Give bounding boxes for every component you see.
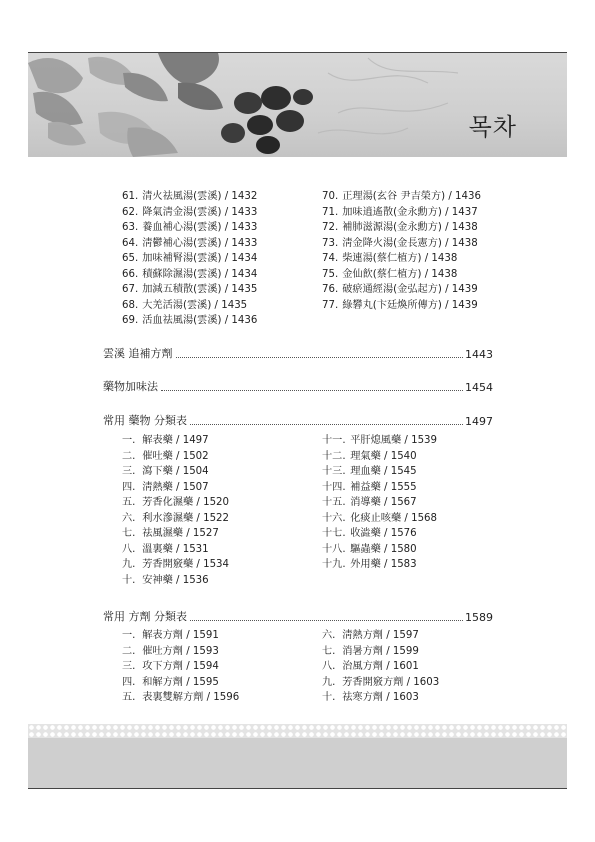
entry-text: 攻下方劑 / 1594 — [142, 661, 219, 672]
entry-text: 補肺滋源湯(金永勳方) / 1438 — [342, 222, 478, 233]
entry-text: 金仙飮(蔡仁植方) / 1438 — [342, 268, 458, 280]
entry-number: 十. — [322, 692, 336, 703]
entry-number: 69. — [122, 315, 139, 326]
entry-text: 降氣淸金湯(雲溪) / 1433 — [142, 206, 258, 218]
entry-number: 九. — [322, 676, 336, 688]
section-title: 雲溪 追補方劑 — [103, 347, 173, 360]
entry-text: 解表藥 / 1497 — [142, 435, 209, 446]
toc-entry[interactable] — [322, 298, 481, 314]
entry-text: 外用藥 / 1583 — [350, 559, 417, 570]
entry-number: 77. — [322, 299, 339, 311]
entry-text: 消導藥 / 1567 — [350, 497, 417, 508]
entry-text: 補益藥 / 1555 — [350, 481, 417, 493]
entry-text: 加減五積散(雲溪) / 1435 — [142, 284, 258, 295]
toc-entry[interactable] — [322, 644, 439, 660]
entry-number: 十五. — [322, 497, 346, 508]
toc-entry[interactable] — [122, 298, 257, 314]
section-title: 藥物加味法 — [103, 380, 158, 393]
toc-entry[interactable] — [322, 628, 439, 644]
toc-entry[interactable] — [122, 659, 239, 675]
entry-number: 64. — [122, 237, 139, 249]
toc-entry[interactable] — [122, 464, 229, 480]
entry-text: 利水滲濕藥 / 1522 — [142, 512, 230, 524]
entry-number: 72. — [322, 222, 339, 233]
entry-number: 75. — [322, 268, 339, 280]
entry-text: 表裏雙解方劑 / 1596 — [142, 692, 240, 703]
entry-text: 解表方劑 / 1591 — [142, 630, 219, 641]
toc-entry[interactable] — [122, 433, 229, 449]
entry-number: 四. — [122, 676, 136, 688]
entry-number: 八. — [322, 661, 336, 672]
entries-left-column — [122, 189, 257, 329]
toc-entry[interactable] — [122, 313, 257, 329]
entry-number: 三. — [122, 466, 136, 477]
toc-entry[interactable] — [322, 236, 481, 252]
toc-entry[interactable] — [122, 495, 229, 511]
toc-entry[interactable] — [122, 189, 257, 205]
entry-text: 芳香開竅方劑 / 1603 — [342, 676, 440, 688]
toc-entry[interactable] — [122, 542, 229, 558]
entry-text: 化痰止咳藥 / 1568 — [350, 512, 438, 524]
entry-text: 理氣藥 / 1540 — [350, 450, 417, 462]
toc-entry[interactable] — [322, 433, 437, 449]
entry-number: 61. — [122, 191, 139, 202]
toc-entry[interactable] — [122, 267, 257, 283]
entry-text: 祛風濕藥 / 1527 — [142, 528, 219, 539]
entry-text: 淸金降火湯(金長憲方) / 1438 — [342, 237, 478, 249]
entry-number: 65. — [122, 253, 139, 264]
entry-text: 綠礬丸(卞廷煥所傳方) / 1439 — [342, 299, 478, 311]
entry-text: 芳香化濕藥 / 1520 — [142, 497, 230, 508]
entry-number: 十三. — [322, 466, 346, 477]
entry-text: 祛寒方劑 / 1603 — [342, 692, 419, 703]
section-heading[interactable] — [103, 412, 493, 428]
entry-number: 十四. — [322, 481, 346, 493]
toc-entry[interactable] — [122, 205, 257, 221]
dot-leader — [161, 389, 463, 391]
entry-text: 收澁藥 / 1576 — [350, 528, 417, 539]
toc-entry[interactable] — [122, 644, 239, 660]
entry-text: 淸鬱補心湯(雲溪) / 1433 — [142, 237, 258, 249]
entry-number: 73. — [322, 237, 339, 249]
entry-number: 八. — [122, 543, 136, 555]
entry-number: 七. — [322, 645, 336, 657]
entry-number: 74. — [322, 253, 339, 264]
toc-entry[interactable] — [322, 480, 437, 496]
section-page: 1497 — [465, 415, 493, 428]
entry-number: 71. — [322, 206, 339, 218]
toc-entry[interactable] — [322, 659, 439, 675]
entry-number: 62. — [122, 206, 139, 218]
entry-number: 四. — [122, 481, 136, 493]
entry-text: 淸熱方劑 / 1597 — [342, 630, 419, 641]
entry-number: 二. — [122, 645, 136, 657]
toc-entry[interactable] — [122, 236, 257, 252]
toc-entry[interactable] — [322, 557, 437, 573]
section-title: 常用 藥物 分類表 — [103, 414, 187, 427]
toc-entry[interactable] — [122, 480, 229, 496]
entry-text: 治風方劑 / 1601 — [342, 661, 419, 672]
entry-text: 理血藥 / 1545 — [350, 466, 417, 477]
section-page: 1454 — [465, 381, 493, 394]
toc-entry[interactable] — [322, 205, 481, 221]
toc-entry[interactable] — [322, 511, 437, 527]
bottom-rule — [28, 788, 567, 789]
entry-number: 一. — [122, 630, 136, 641]
entry-text: 瀉下藥 / 1504 — [142, 466, 209, 477]
entry-text: 清火祛風湯(雲溪) / 1432 — [142, 191, 258, 202]
section-page: 1589 — [465, 611, 493, 624]
toc-entry[interactable] — [122, 573, 229, 589]
formula-categories-left — [122, 628, 239, 706]
entry-number: 68. — [122, 299, 139, 311]
entry-text: 大羌活湯(雲溪) / 1435 — [142, 299, 248, 311]
section-heading[interactable] — [103, 378, 493, 394]
section-heading[interactable] — [103, 608, 493, 624]
footer-band — [28, 738, 567, 788]
entry-number: 66. — [122, 268, 139, 280]
toc-entry[interactable] — [322, 675, 439, 691]
entry-number: 十二. — [322, 450, 346, 462]
entry-text: 溫裏藥 / 1531 — [142, 543, 209, 555]
toc-entry[interactable] — [122, 449, 229, 465]
entry-number: 六. — [322, 630, 336, 641]
drug-categories-left — [122, 433, 229, 588]
entry-text: 芳香開竅藥 / 1534 — [142, 559, 230, 570]
entry-number: 67. — [122, 284, 139, 295]
toc-entry[interactable] — [322, 220, 481, 236]
entry-text: 正理湯(玄谷 尹吉榮方) / 1436 — [342, 191, 481, 202]
entry-number: 十. — [122, 574, 136, 586]
entry-text: 催吐方劑 / 1593 — [142, 645, 219, 657]
entry-number: 五. — [122, 692, 136, 703]
toc-entry[interactable] — [322, 189, 481, 205]
entry-number: 十一. — [322, 435, 346, 446]
entry-number: 十六. — [322, 512, 346, 524]
entry-text: 柴連湯(蔡仁植方) / 1438 — [342, 253, 458, 264]
entry-number: 七. — [122, 528, 136, 539]
entry-text: 催吐藥 / 1502 — [142, 450, 209, 462]
entry-text: 加味逍遙散(金永勳方) / 1437 — [342, 206, 478, 218]
toc-entry[interactable] — [322, 690, 439, 706]
toc-entry[interactable] — [122, 251, 257, 267]
entry-number: 九. — [122, 559, 136, 570]
toc-entry[interactable] — [322, 251, 481, 267]
entry-text: 和解方劑 / 1595 — [142, 676, 219, 688]
toc-entry[interactable] — [322, 449, 437, 465]
toc-entry[interactable] — [122, 511, 229, 527]
entry-text: 活血祛風湯(雲溪) / 1436 — [142, 315, 258, 326]
toc-entry[interactable] — [122, 220, 257, 236]
drug-categories-right — [322, 433, 437, 573]
toc-entry[interactable] — [322, 495, 437, 511]
entry-number: 五. — [122, 497, 136, 508]
section-title: 常用 方劑 分類表 — [103, 610, 187, 623]
toc-entry[interactable] — [322, 526, 437, 542]
dot-leader — [190, 619, 463, 621]
toc-entry[interactable] — [322, 282, 481, 298]
page-title: 목차 — [468, 113, 517, 141]
toc-entry[interactable] — [122, 282, 257, 298]
entry-text: 驅蟲藥 / 1580 — [350, 543, 417, 555]
entry-text: 消暑方劑 / 1599 — [342, 645, 419, 657]
toc-entry[interactable] — [322, 542, 437, 558]
entry-number: 十八. — [322, 543, 346, 555]
dot-leader — [176, 356, 464, 358]
entry-number: 一. — [122, 435, 136, 446]
footer-dot-pattern — [28, 724, 567, 738]
entry-text: 安神藥 / 1536 — [142, 574, 209, 586]
entry-text: 破瘀通經湯(金弘起方) / 1439 — [342, 284, 478, 295]
entry-text: 積蘇除濕湯(雲溪) / 1434 — [142, 268, 258, 280]
entry-number: 十七. — [322, 528, 346, 539]
toc-entry[interactable] — [122, 690, 239, 706]
entry-number: 十九. — [322, 559, 346, 570]
entry-text: 淸熱藥 / 1507 — [142, 481, 209, 493]
entry-text: 養血補心湯(雲溪) / 1433 — [142, 222, 258, 233]
toc-entry[interactable] — [322, 267, 481, 283]
toc-entry[interactable] — [122, 675, 239, 691]
dot-leader — [190, 423, 463, 425]
toc-entry[interactable] — [122, 557, 229, 573]
entry-number: 六. — [122, 512, 136, 524]
toc-entry[interactable] — [322, 464, 437, 480]
entry-number: 76. — [322, 284, 339, 295]
entry-number: 三. — [122, 661, 136, 672]
formula-categories-right — [322, 628, 439, 706]
toc-entry[interactable] — [122, 526, 229, 542]
entry-number: 70. — [322, 191, 339, 202]
entry-text: 加味補腎湯(雲溪) / 1434 — [142, 253, 258, 264]
entry-text: 平肝熄風藥 / 1539 — [350, 435, 438, 446]
entry-number: 二. — [122, 450, 136, 462]
entry-number: 63. — [122, 222, 139, 233]
section-heading[interactable] — [103, 345, 493, 361]
section-page: 1443 — [465, 348, 493, 361]
toc-entry[interactable] — [122, 628, 239, 644]
entries-right-column — [322, 189, 481, 313]
